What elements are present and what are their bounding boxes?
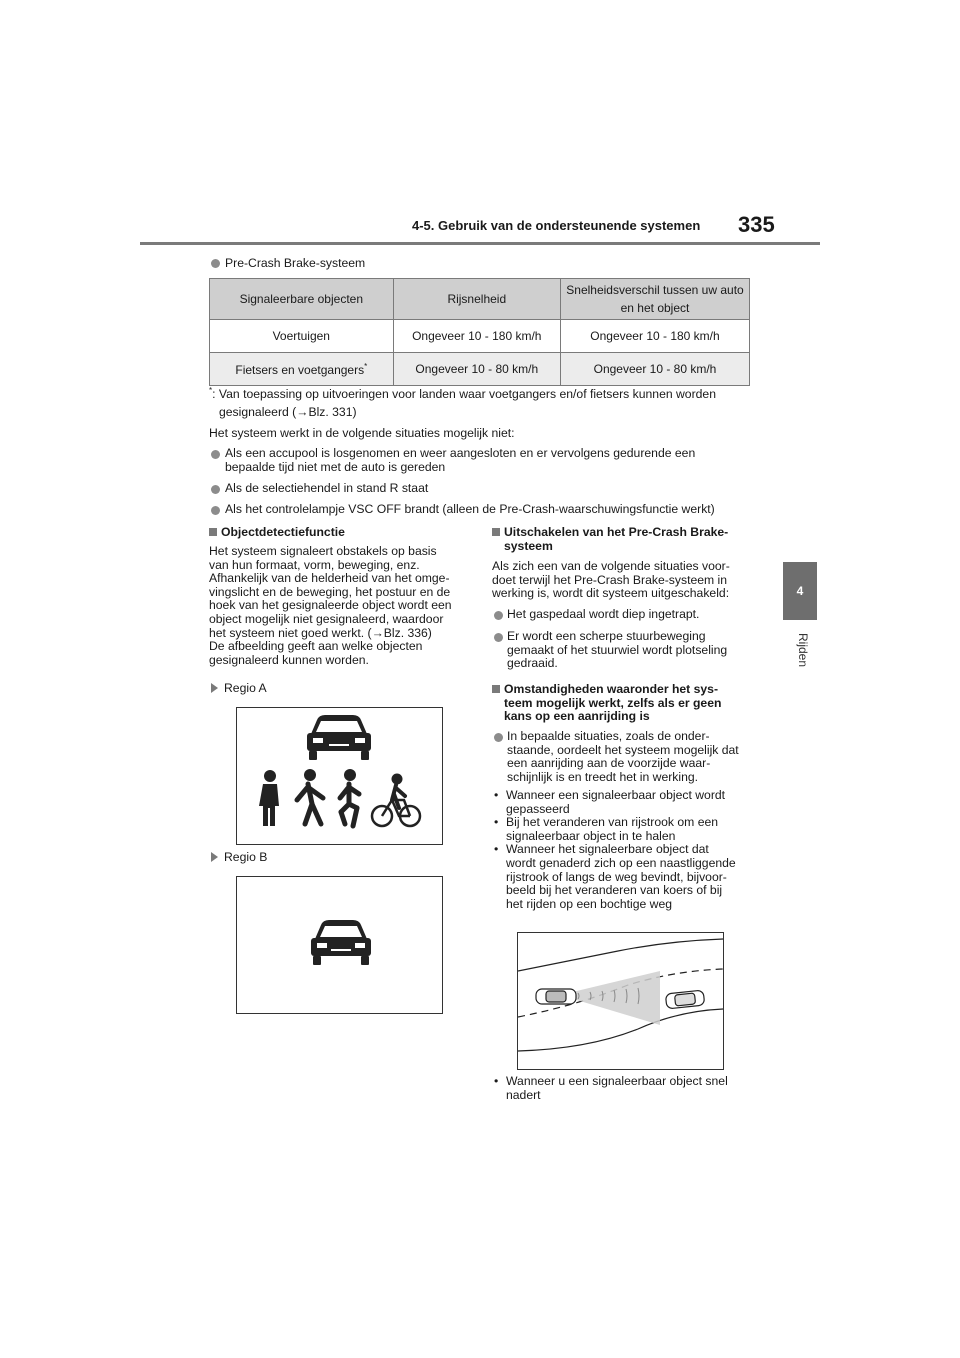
table-cell-text: Fietsers en voetgangers [235, 362, 365, 377]
square-bullet-icon [209, 528, 217, 536]
page-number: 335 [738, 212, 775, 237]
item-line: bepaalde tijd niet met de auto is gereden [225, 459, 446, 474]
not-work-intro: Het systeem werkt in de volgende situaties mogelijk niet: [209, 426, 515, 440]
right-bullet-1: Het gaspedaal wordt diep ingetrapt. [507, 607, 700, 621]
table-cell: Ongeveer 10 - 180 km/h [393, 320, 560, 353]
table-header-row [210, 279, 750, 320]
list-item: • Wanneer u een signaleerbaar object snel nadert [494, 1074, 728, 1102]
dash-list [494, 789, 764, 911]
section-title: 4-5. Gebruik van de ondersteunende systemen [412, 218, 701, 233]
table-row [210, 320, 750, 353]
footnote-marker: * [209, 386, 213, 395]
figure-curved-road [517, 932, 724, 1070]
figure-region-a [236, 707, 443, 845]
list-item: • Wanneer het signaleerbare object dat wordt genaderd zich op een naastliggende rijstrook of langs de weg bevindt, bijvoor- beeld bij het veranderen van koers of bij het rijden op een bochtige weg [494, 842, 736, 911]
target-car-icon [665, 990, 704, 1009]
car-icon [307, 715, 371, 760]
square-bullet-icon [492, 528, 500, 536]
not-work-item: Als de selectiehendel in stand R staat [225, 481, 429, 495]
region-a-label: Regio A [211, 682, 267, 696]
list-item: • Wanneer een signaleerbaar object wordt gepasseerd [494, 788, 726, 816]
bullet-icon [211, 485, 220, 494]
table-header-cell: Signaleerbare objecten [210, 279, 394, 320]
footnote-marker: * [364, 361, 368, 371]
not-work-item [225, 447, 695, 474]
table-cell [210, 353, 394, 386]
arrow-icon: → [296, 404, 309, 419]
figure-region-b [236, 876, 443, 1014]
table-header-cell: Rijsnelheid [393, 279, 560, 320]
footnote-line2: gesignaleerd ( [219, 404, 297, 419]
dash-marker: • [494, 788, 499, 802]
table-cell: Ongeveer 10 - 80 km/h [560, 353, 749, 386]
not-work-item: Als het controlelampje VSC OFF brandt (alleen de Pre-Crash-waarschuwingsfunctie werkt) [225, 502, 715, 516]
header-rule [140, 242, 820, 245]
page-ref-link[interactable]: Blz. 336) [383, 625, 432, 640]
car-icon [311, 920, 371, 965]
chapter-label-text: Rijden [796, 633, 810, 668]
spec-table [209, 278, 750, 386]
footnote-ref[interactable]: Blz. 331) [308, 404, 357, 419]
cyclist-icon [372, 774, 420, 827]
intro-bullet [211, 256, 365, 270]
list-item: • Bij het veranderen van rijstrook om een signaleerbaar object in te halen [494, 815, 719, 843]
item-line: Als een accupool is losgenomen en weer aangesloten en er vervolgens gedurende een [225, 446, 696, 460]
dash-marker: • [494, 815, 499, 830]
right-bullet-2: Er wordt een scherpe stuurbeweging gemaakt of het stuurwiel wordt plotseling gedraaid. [507, 629, 728, 671]
arrow-right-icon [211, 852, 218, 862]
right-paragraph-1: Als zich een van de volgende situaties voor- doet terwijl het Pre-Crash Brake-systeem in werking is, wordt dit systeem uitgeschakeld: [492, 559, 730, 601]
bullet-icon [494, 733, 503, 742]
bullet-icon [211, 259, 220, 268]
table-row [210, 353, 750, 386]
bullet-icon [211, 450, 220, 459]
dash-marker: • [494, 842, 499, 857]
right-heading-1: Uitschakelen van het Pre-Crash Brake- systeem [492, 526, 762, 553]
bullet-icon [494, 633, 503, 642]
region-b-illustration [237, 877, 442, 1013]
region-b-label: Regio B [211, 851, 267, 865]
table-header-cell: Snelheidsverschil tussen uw auto en het object [560, 279, 749, 320]
dash-list-2 [494, 1075, 764, 1102]
table-cell: Ongeveer 10 - 80 km/h [393, 353, 560, 386]
arrow-right-icon [211, 683, 218, 693]
footnote-line1: : Van toepassing op uitvoeringen voor landen waar voetgangers en/of fietsers kunnen worden [212, 387, 716, 402]
table-cell: Ongeveer 10 - 180 km/h [560, 320, 749, 353]
chapter-label [782, 633, 818, 693]
pedestrian-running-icon [340, 769, 359, 826]
own-car-icon [536, 989, 576, 1004]
pedestrian-walking-icon [297, 769, 323, 824]
left-heading: Objectdetectiefunctie [209, 526, 345, 540]
intro-bullet-text: Pre-Crash Brake-systeem [225, 256, 366, 270]
table-cell: Voertuigen [210, 320, 394, 353]
pedestrian-standing-icon [259, 770, 279, 826]
curved-road-illustration [518, 933, 723, 1069]
square-bullet-icon [492, 685, 500, 693]
bullet-icon [211, 506, 220, 515]
chapter-tab[interactable]: 4 [783, 562, 817, 620]
right-heading-2: Omstandigheden waaronder het sys- teem mogelijk werkt, zelfs als er geen kans op een aanrijding is [492, 683, 762, 724]
right-bullet-3: In bepaalde situaties, zoals de onder- staande, oordeelt het systeem mogelijk dat een aanrijding aan de voorzijde waar- schijnlijk is en treedt het in werking. [507, 729, 739, 784]
footnote [209, 384, 769, 419]
dash-marker: • [494, 1074, 499, 1088]
region-a-illustration [237, 708, 442, 844]
arrow-icon: → [371, 625, 384, 640]
bullet-icon [494, 611, 503, 620]
left-paragraph: Het systeem signaleert obstakels op basis van hun formaat, vorm, beweging, enz. Afhankelijk van de helderheid van het omge- vingslicht en de beweging, het postuur en de hoek van het gesignaleerde object wordt een object mogelijk niet gesignaleerd, waardoor het systeem niet goed werkt. (→Blz. 336) De afbeelding geeft aan welke objecten gesignaleerd kunnen worden. [209, 544, 452, 667]
